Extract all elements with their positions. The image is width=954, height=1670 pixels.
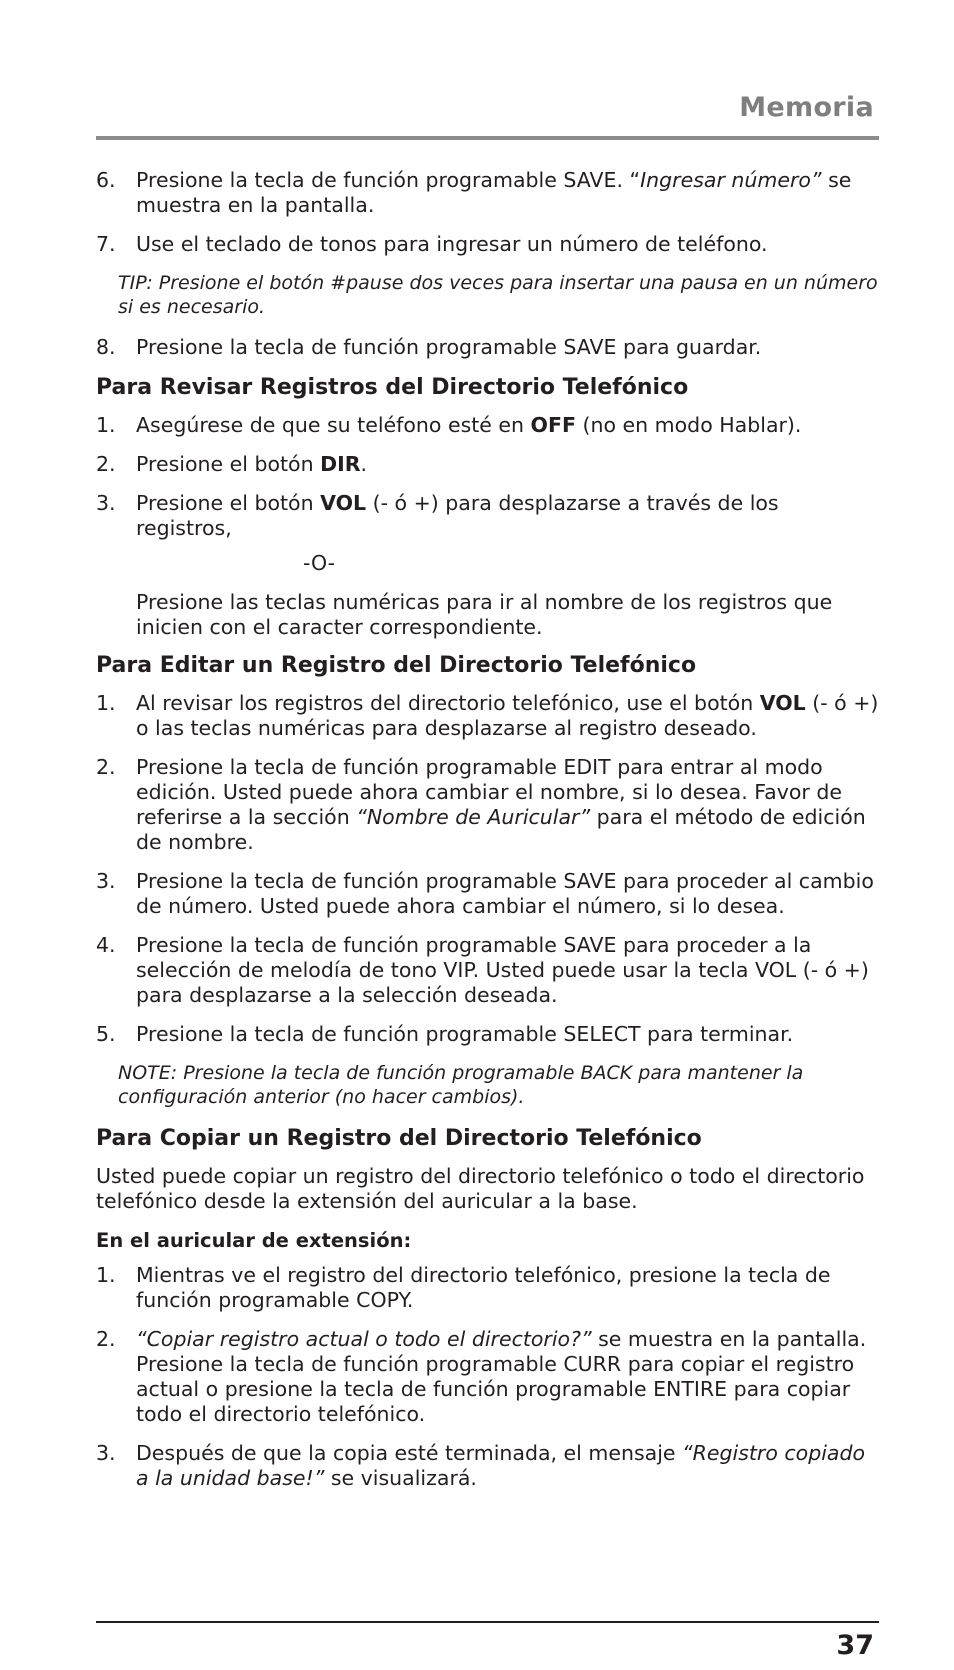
step-text: (no en modo Hablar).	[575, 413, 802, 437]
list-item	[96, 869, 879, 919]
step-text-bold: VOL	[759, 691, 806, 715]
step-text-italic: Ingresar número”	[640, 168, 822, 192]
step-text-bold: OFF	[530, 413, 576, 437]
step-text: Presione el botón	[136, 491, 321, 515]
step-text: Al revisar los registros del directorio telefónico, use el botón	[136, 691, 760, 715]
step-text: Use el teclado de tonos para ingresar un número de teléfono.	[136, 232, 768, 256]
step-number: 2.	[96, 452, 116, 476]
list-item	[96, 1022, 879, 1047]
step-text-bold: DIR	[320, 452, 361, 476]
list-item	[96, 452, 879, 477]
list-item	[96, 933, 879, 1008]
footer-divider	[96, 1621, 879, 1623]
list-item	[96, 755, 879, 855]
step-number: 8.	[96, 335, 116, 359]
list-item	[96, 413, 879, 438]
step-number: 1.	[96, 1263, 116, 1287]
section-title: Memoria	[739, 92, 874, 123]
step-text: Presione la tecla de función programable SELECT para terminar.	[136, 1022, 794, 1046]
step-number: 1.	[96, 691, 116, 715]
step-text: .	[360, 452, 368, 476]
step-text: Presione el botón	[136, 452, 321, 476]
step-text: Presione la tecla de función programable EDIT para entrar al modo edición. Usted puede ahora cambiar el nombre, si lo desea. Favor de referirse a la sección	[136, 755, 842, 829]
step-number: 2.	[96, 755, 116, 779]
step-text-italic: “Registro copiado a la unidad base!”	[136, 1441, 866, 1490]
step-text: Presione la tecla de función programable SAVE para guardar.	[136, 335, 762, 359]
step-text-bold: VOL	[320, 491, 367, 515]
step-text-italic: “Nombre de Auricular”	[356, 805, 591, 829]
header-divider	[96, 136, 879, 140]
step-text: se muestra en la pantalla. Presione la tecla de función programable CURR para copiar el registro actual o presione la tecla de función programable ENTIRE para copiar todo el directorio telefónico.	[136, 1327, 867, 1426]
step-number: 6.	[96, 168, 116, 192]
step-number: 3.	[96, 1441, 116, 1465]
step-number: 3.	[96, 869, 116, 893]
list-item	[96, 1441, 879, 1491]
section-heading-copy: Para Copiar un Registro del Directorio Telefónico	[96, 1126, 702, 1151]
step-text: Asegúrese de que su teléfono esté en	[136, 413, 531, 437]
step-text: Presione la tecla de función programable SAVE para proceder al cambio de número. Usted puede ahora cambiar el número, si lo desea.	[136, 869, 874, 918]
step-number: 1.	[96, 413, 116, 437]
step-text: (- ó +) o las teclas numéricas para desplazarse al registro deseado.	[136, 691, 879, 740]
alt-instruction: Presione las teclas numéricas para ir al nombre de los registros que inicien con el caracter correspondiente.	[136, 590, 833, 639]
section-heading-edit: Para Editar un Registro del Directorio Telefónico	[96, 653, 697, 678]
tip-note: TIP: Presione el botón #pause dos veces para insertar una pausa en un número si es necesario.	[118, 272, 878, 318]
list-item	[96, 691, 879, 741]
step-text: (- ó +) para desplazarse a través de los registros,	[136, 491, 779, 540]
note: NOTE: Presione la tecla de función programable BACK para mantener la configuración anterior (no hacer cambios).	[118, 1062, 804, 1108]
list-item	[96, 491, 879, 541]
list-item	[96, 335, 879, 360]
step-text: para el método de edición de nombre.	[136, 805, 866, 854]
step-text: se muestra en la pantalla.	[136, 168, 852, 217]
step-number: 4.	[96, 933, 116, 957]
step-text: se visualizará.	[324, 1466, 477, 1490]
step-text-italic: “Copiar registro actual o todo el directorio?”	[136, 1327, 592, 1351]
step-text: Mientras ve el registro del directorio telefónico, presione la tecla de función programable COPY.	[136, 1263, 831, 1312]
step-number: 7.	[96, 232, 116, 256]
step-number: 5.	[96, 1022, 116, 1046]
section-heading-review: Para Revisar Registros del Directorio Telefónico	[96, 375, 689, 400]
step-text: Presione la tecla de función programable SAVE para proceder a la selección de melodía de tono VIP. Usted puede usar la tecla VOL (- ó +) para desplazarse a la selección deseada.	[136, 933, 869, 1007]
page-content	[96, 168, 879, 1505]
list-item	[96, 1327, 879, 1427]
step-number: 2.	[96, 1327, 116, 1351]
subheading-extension-handset: En el auricular de extensión:	[96, 1229, 412, 1252]
step-text: Después de que la copia esté terminada, el mensaje	[136, 1441, 683, 1465]
or-separator: -O-	[303, 551, 336, 575]
list-item	[96, 232, 879, 257]
list-item	[96, 168, 879, 218]
step-text: Presione la tecla de función programable SAVE. “	[136, 168, 641, 192]
page-number: 37	[836, 1630, 874, 1661]
list-item	[96, 1263, 879, 1313]
step-number: 3.	[96, 491, 116, 515]
copy-intro: Usted puede copiar un registro del directorio telefónico o todo el directorio telefónico desde la extensión del auricular a la base.	[96, 1164, 865, 1213]
